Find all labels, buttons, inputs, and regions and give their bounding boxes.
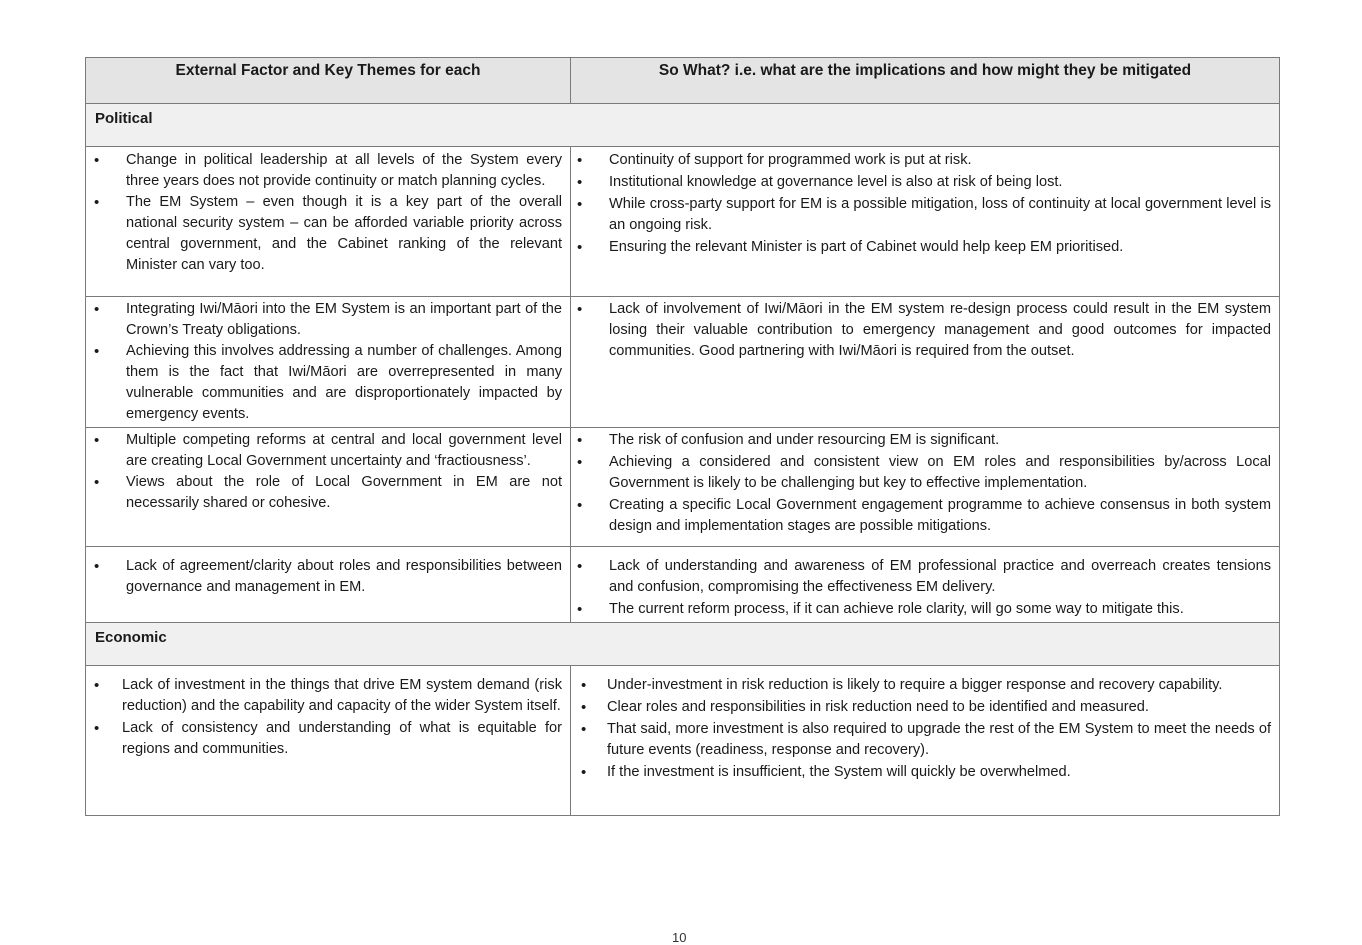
- header-external-factor: External Factor and Key Themes for each: [86, 58, 571, 104]
- implication-cell: [571, 428, 1280, 547]
- pestle-table: [85, 57, 1280, 816]
- list-item: • Lack of involvement of Iwi/Māori in the EM system re-design process could result in the EM system losing their valuable contribution to emergency management and good outcomes for impacted communities. Good partnering with Iwi/Māori is required from the outset.: [571, 299, 1271, 362]
- section-heading-political: Political: [86, 104, 1280, 147]
- factor-cell: [86, 147, 571, 297]
- list-item: • Clear roles and responsibilities in risk reduction need to be identified and measured.: [571, 697, 1271, 718]
- list-item: • If the investment is insufficient, the System will quickly be overwhelmed.: [571, 762, 1271, 783]
- implication-cell: [571, 547, 1280, 623]
- list-item: • Lack of understanding and awareness of EM professional practice and overreach creates tensions and confusion, compromising the effectiveness EM delivery.: [571, 556, 1271, 598]
- section-row-political: [86, 104, 1280, 147]
- list-item: • Under-investment in risk reduction is likely to require a bigger response and recovery capability.: [571, 675, 1271, 696]
- list-item: • Lack of investment in the things that drive EM system demand (risk reduction) and the capability and capacity of the wider System itself.: [86, 675, 562, 717]
- factor-cell: [86, 428, 571, 547]
- list-item: • The risk of confusion and under resourcing EM is significant.: [571, 430, 1271, 451]
- list-item: • The current reform process, if it can achieve role clarity, will go some way to mitigate this.: [571, 599, 1271, 620]
- table-row: [86, 666, 1280, 816]
- implication-cell: [571, 297, 1280, 428]
- list-item: • Lack of consistency and understanding of what is equitable for regions and communities.: [86, 718, 562, 760]
- list-item: • Achieving a considered and consistent view on EM roles and responsibilities by/across Local Government is likely to be challenging but key to effective implementation.: [571, 452, 1271, 494]
- list-item: • That said, more investment is also required to upgrade the rest of the EM System to meet the needs of future events (readiness, response and recovery).: [571, 719, 1271, 761]
- implication-cell: [571, 147, 1280, 297]
- list-item: • Ensuring the relevant Minister is part of Cabinet would help keep EM prioritised.: [571, 237, 1271, 258]
- list-item: • Multiple competing reforms at central and local government level are creating Local Government uncertainty and ‘fractiousness’.: [86, 430, 562, 472]
- section-heading-economic: Economic: [86, 623, 1280, 666]
- factor-cell: [86, 666, 571, 816]
- table-header-row: [86, 58, 1280, 104]
- factor-cell: [86, 297, 571, 428]
- list-item: • Change in political leadership at all levels of the System every three years does not provide continuity or match planning cycles.: [86, 150, 562, 192]
- list-item: • Creating a specific Local Government engagement programme to achieve consensus in both system design and implementation stages are possible mitigations.: [571, 495, 1271, 537]
- list-item: • Continuity of support for programmed work is put at risk.: [571, 150, 1271, 171]
- table-row: [86, 297, 1280, 428]
- list-item: • The EM System – even though it is a key part of the overall national security system – can be afforded variable priority across central government, and the Cabinet ranking of the relevant Minister can vary too.: [86, 192, 562, 276]
- list-item: • Integrating Iwi/Māori into the EM System is an important part of the Crown’s Treaty obligations.: [86, 299, 562, 341]
- table-row: [86, 147, 1280, 297]
- table-row: [86, 547, 1280, 623]
- section-row-economic: [86, 623, 1280, 666]
- page-number: 10: [672, 930, 687, 945]
- list-item: • Lack of agreement/clarity about roles and responsibilities between governance and management in EM.: [86, 556, 562, 598]
- list-item: • Views about the role of Local Government in EM are not necessarily shared or cohesive.: [86, 472, 562, 514]
- list-item: • While cross-party support for EM is a possible mitigation, loss of continuity at local government level is an ongoing risk.: [571, 194, 1271, 236]
- factor-cell: [86, 547, 571, 623]
- list-item: • Achieving this involves addressing a number of challenges. Among them is the fact that Iwi/Māori are overrepresented in many vulnerable communities and are disproportionately impacted by emergency events.: [86, 341, 562, 425]
- header-so-what: So What? i.e. what are the implications and how might they be mitigated: [571, 58, 1280, 104]
- table-row: [86, 428, 1280, 547]
- list-item: • Institutional knowledge at governance level is also at risk of being lost.: [571, 172, 1271, 193]
- implication-cell: [571, 666, 1280, 816]
